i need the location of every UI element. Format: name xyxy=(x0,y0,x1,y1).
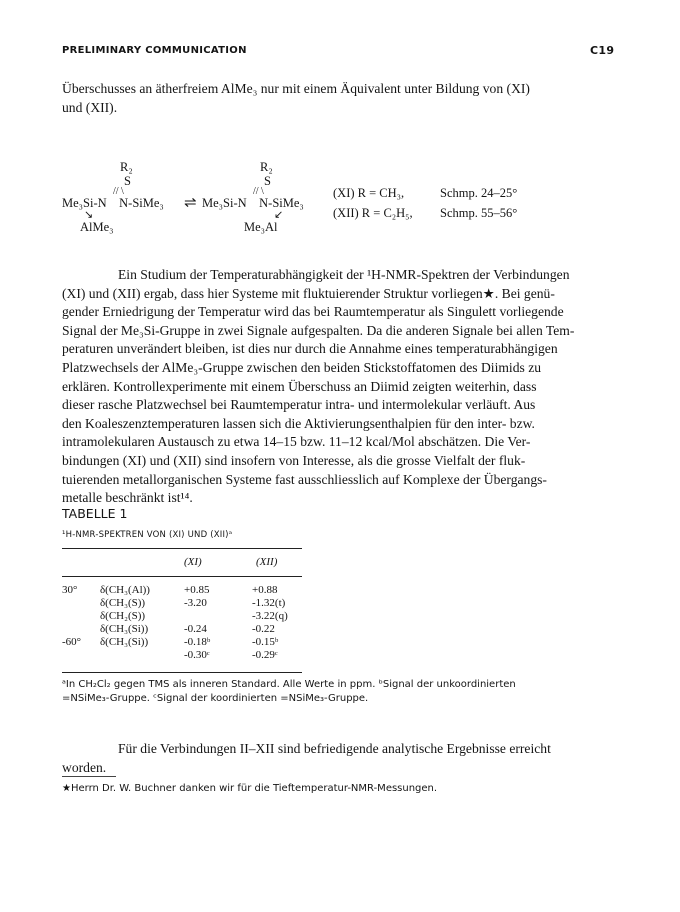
footnote-rule xyxy=(62,776,116,777)
para-line: (XI) und (XII) ergab, dass hier Systeme mit fluktuierender Struktur vorliegen★. Bei genü- xyxy=(62,285,555,301)
para-line: bindungen (XI) und (XII) sind insofern von Interesse, als die grosse Vielfalt der fluk- xyxy=(62,452,526,468)
reaction-scheme xyxy=(0,0,680,260)
para-line: den Koaleszenztemperaturen lassen sich die Aktivierungsenthalpien für den inter- bzw. xyxy=(62,415,535,431)
cell-temp xyxy=(62,610,100,623)
cell-temp xyxy=(62,597,100,610)
cell-signal xyxy=(100,649,184,662)
scheme-right-bonds: // \ xyxy=(253,186,264,197)
table-row xyxy=(62,636,312,649)
cell-temp xyxy=(62,649,100,662)
scheme-left-r2: R₂ xyxy=(120,160,133,174)
para-line: Platzwechsels der AlMe₃-Gruppe zwischen den beiden Stickstoffatomen des Diimids zu xyxy=(62,359,542,375)
page-number: C19 xyxy=(590,44,615,57)
scheme-right-arrow: ↙ xyxy=(274,209,284,221)
main-paragraph xyxy=(62,266,622,508)
intro-line: Überschusses an ätherfreiem AlMe₃ nur mit einem Äquivalent unter Bildung von (XI) xyxy=(62,81,530,96)
cell-xii: -1.32(t) xyxy=(252,597,286,609)
scheme-left-bonds: // \ xyxy=(113,186,124,197)
nmr-table xyxy=(62,584,312,662)
table-row xyxy=(62,623,312,636)
para-line: tuierenden metallorganischen Systeme fast ausschliesslich auf Komplexe der Übergangs- xyxy=(62,471,547,487)
cell-signal: δ(CH₃(S)) xyxy=(100,597,146,609)
table-row xyxy=(62,597,312,610)
para-line: Ein Studium der Temperaturabhängigkeit der ¹H-NMR-Spektren der Verbindungen xyxy=(118,267,570,282)
para-line: metalle beschränkt ist¹⁴. xyxy=(62,490,193,506)
cell-xii: -0.22 xyxy=(252,623,275,635)
cell-xii: -3.22(q) xyxy=(252,610,288,622)
table-top-rule xyxy=(62,548,302,549)
cell-xi: -0.24 xyxy=(184,623,207,635)
table-row xyxy=(62,649,312,662)
table-row xyxy=(62,584,312,597)
cell-temp: 30° xyxy=(62,584,78,596)
table-footnote xyxy=(62,678,622,706)
table-footnote-line: ᵃIn CH₂Cl₂ gegen TMS als inneren Standard. Alle Werte in ppm. ᵇSignal der unkoordinierten xyxy=(62,679,516,690)
closing-paragraph xyxy=(62,740,622,777)
compound-xi-mp: Schmp. 24–25° xyxy=(440,186,518,200)
cell-xii: -0.29ᶜ xyxy=(252,649,278,661)
cell-signal: δ(CH₃(Si)) xyxy=(100,636,149,648)
scheme-right-s: S xyxy=(264,174,271,188)
para-line: intramolekularen Austausch zu etwa 14–15 bzw. 11–12 kcal/Mol abschätzen. Die Ver- xyxy=(62,434,531,450)
cell-signal: δ(CH₂(S)) xyxy=(100,610,146,622)
table-row xyxy=(62,610,312,623)
para-line: erklären. Kontrollexperimente mit einem Überschuss an Diimid zeigten weiterhin, dass xyxy=(62,378,537,394)
table-label: TABELLE 1 xyxy=(62,506,128,521)
cell-xi: -3.20 xyxy=(184,597,207,609)
scheme-left-s: S xyxy=(124,174,131,188)
page-footnote: ★Herrn Dr. W. Buchner danken wir für die Tieftemperatur-NMR-Messungen. xyxy=(62,783,438,794)
scheme-left-main: Me₃Si-N N-SiMe₃ xyxy=(62,196,164,210)
para-line: dieser rasche Platzwechsel bei Raumtemperatur intra- und intermolekular verläuft. Aus xyxy=(62,397,536,413)
table-caption: ¹H-NMR-SPEKTREN VON (XI) UND (XII)ᵃ xyxy=(62,530,233,540)
cell-xi xyxy=(184,610,252,623)
cell-temp: -60° xyxy=(62,636,82,648)
closing-line: Für die Verbindungen II–XII sind befriedigende analytische Ergebnisse erreicht xyxy=(118,741,551,756)
compound-xii-mp: Schmp. 55–56° xyxy=(440,206,518,220)
compound-xi-label: (XI) R = CH₃, xyxy=(333,186,405,200)
table-footnote-line: =NSiMe₃-Gruppe. ᶜSignal der koordinierten =NSiMe₃-Gruppe. xyxy=(62,693,369,704)
cell-xi: -0.30ᶜ xyxy=(184,649,210,661)
scheme-right-r2: R₂ xyxy=(260,160,273,174)
intro-line: und (XII). xyxy=(62,99,118,115)
cell-signal: δ(CH₃(Si)) xyxy=(100,623,149,635)
table-bottom-rule xyxy=(62,672,302,673)
cell-xii: -0.15ᵇ xyxy=(252,636,279,648)
scheme-left-arrow: ↘ xyxy=(84,209,94,221)
table-header-rule xyxy=(62,576,302,577)
para-line: peraturen unverändert bleiben, ist dies nur durch die Annahme eines temperaturabhängigen xyxy=(62,341,558,357)
para-line: Signal der Me₃Si-Gruppe in zwei Signale aufgespalten. Da die anderen Signale bei allen Tem- xyxy=(62,322,575,338)
cell-signal: δ(CH₃(Al)) xyxy=(100,584,150,596)
closing-line: worden. xyxy=(62,759,107,775)
cell-xii: +0.88 xyxy=(252,584,278,596)
col-header-xii: (XII) xyxy=(256,556,278,568)
col-header-xi: (XI) xyxy=(184,556,202,568)
cell-xi: -0.18ᵇ xyxy=(184,636,211,648)
cell-temp xyxy=(62,623,100,636)
scheme-right-me3al: Me₃Al xyxy=(244,220,278,234)
scheme-left-alme3: AlMe₃ xyxy=(80,220,114,234)
scheme-equilibrium: ⇌ xyxy=(184,195,197,211)
running-title: PRELIMINARY COMMUNICATION xyxy=(62,45,247,56)
scheme-right-main: Me₃Si-N N-SiMe₃ xyxy=(202,196,304,210)
compound-xii-label: (XII) R = C₂H₅, xyxy=(333,206,413,220)
cell-xi: +0.85 xyxy=(184,584,210,596)
para-line: gender Erniedrigung der Temperatur wird das bei Raumtemperatur als Singulett vorliegende xyxy=(62,304,564,320)
